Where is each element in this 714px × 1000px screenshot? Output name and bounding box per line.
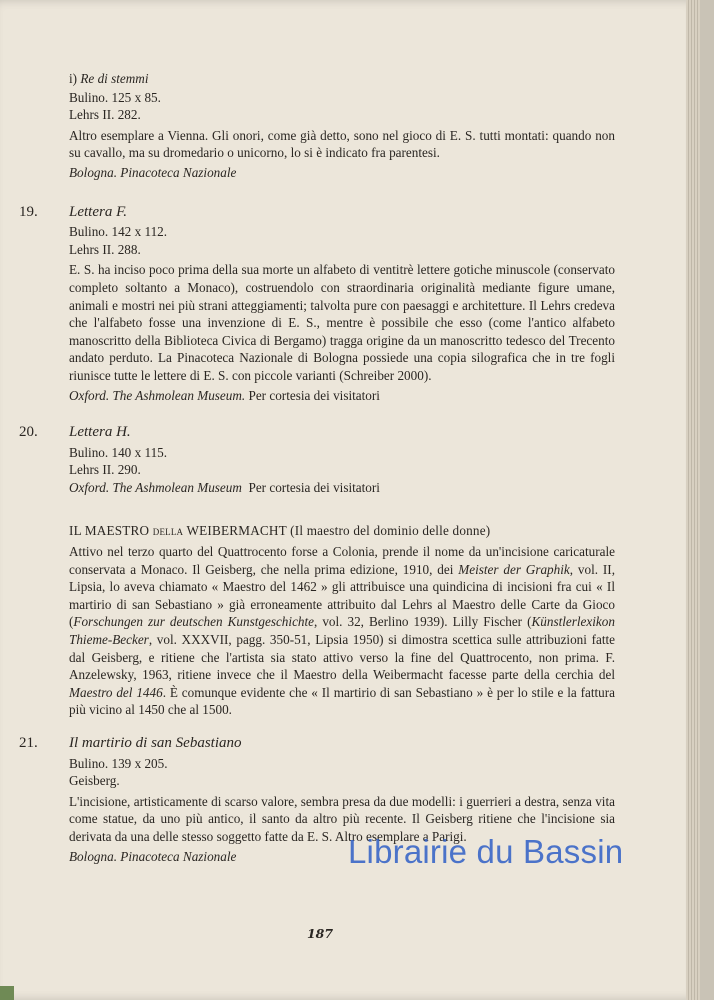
bio-text: , vol. 32, Berlino 1939). Lilly Fischer ( [314,614,532,630]
entry-i-heading [69,70,615,88]
entry-21-text: L'incisione, artisticamente di scarso valore, sembra presa da due modelli: i guerrieri a destra, senza vita come statue, da uno più antico, il santo da altro più recente. Il Geisberg ritiene che l'incisione sia derivata da una delle stesso soggetto fatte da E. S. Altro esemplare a Parigi. [69,793,615,844]
entry-20-courtesy: Per cortesia dei visitatori [248,479,380,495]
entry-21-title: Il martirio di san Sebastiano [69,735,242,751]
bio-citation: Künstlerlexikon Thieme-Becker [69,614,615,648]
artist-section [45,522,615,719]
entry-i-ref: Lehrs II. 282. [69,107,141,123]
entry-20-credit [69,479,615,497]
entry-19-credit [69,387,615,405]
entry-21-number: 21. [19,735,38,751]
bio-citation: Maestro del 1446 [69,684,163,700]
entry-19-ref: Lehrs II. 288. [69,241,141,257]
artist-heading-della: della [152,523,184,539]
entry-i-location: Bologna. Pinacoteca Nazionale [69,164,237,180]
bio-text: , vol. XXXVII, pagg. 350-51, Lipsia 1950) si dimostra scettica sulle attribuzioni fatte dal Geisberg, e ritiene che l'artista sia stato attivo verso la fine del Quattrocento, non prima. F. Anzelewsky, 1963, ritiene invece che il Maestro della Weibermacht facesse parte della cerchia del [69,632,615,683]
bio-citation: Forschungen zur deutschen Kunstgeschichte [73,614,315,630]
entry-i-text: Altro esemplare a Vienna. Gli onori, come già detto, sono nel gioco di E. S. tutti montati: quando non su cavallo, ma su dromedario o unicorno, lo si è indicato fra parentesi. [69,127,615,161]
entry-19-number: 19. [19,203,38,220]
watermark: Librairie du Bassin [348,833,624,870]
entry-i-title: Re di stemmi [80,71,149,86]
artist-heading-part: IL MAESTRO [69,523,153,539]
artist-biography [69,543,615,719]
entry-20-title: Lettera H. [69,424,131,441]
entry-21-ref: Geisberg. [69,773,120,789]
entry-20-location: Oxford. The Ashmolean Museum [69,479,242,495]
entry-i-technique: Bulino. 125 x 85. [69,89,161,105]
entry-i [45,70,615,182]
entry-19-technique: Bulino. 142 x 112. [69,224,168,240]
entry-19-location: Oxford. The Ashmolean Museum. [69,387,246,403]
entry-19-courtesy: Per cortesia dei visitatori [248,387,380,403]
artist-heading [69,522,615,540]
artist-heading-name: WEIBERMACHT [183,523,287,539]
cover-corner [0,986,14,1000]
entry-21-technique: Bulino. 139 x 205. [69,755,168,771]
entry-20-technique: Bulino. 140 x 115. [69,444,168,460]
page-edge [686,0,700,1000]
bio-text: , vol. II, Lipsia, lo aveva chiamato « Maestro del 1462 » gli attribuisce una quindicina di incisioni fra cui « Il martirio di san Sebastiano » già erroneamente attribuito dal Lehrs al Maestro delle Carte da Gioco ( [69,561,615,630]
bio-citation: Meister der Graphik [458,561,570,577]
entry-19-title: Lettera F. [69,203,128,220]
entry-i-label: i) [69,71,78,86]
page-content [19,70,615,879]
bio-text: Attivo nel terzo quarto del Quattrocento forse a Colonia, prende il nome da un'incisione caricaturale conservata a Monaco. Il Geisberg, che nella prima edizione, 1910, dei [69,544,615,577]
entry-20-number: 20. [19,424,38,441]
entry-20-ref: Lehrs II. 290. [69,462,141,478]
artist-heading-subtitle: (Il maestro del dominio delle donne) [286,523,491,539]
entry-19 [19,203,615,405]
bio-text: . È comunque evidente che « Il martirio di san Sebastiano » è per lo stile e la fattura più vicino al 1450 che al 1500. [69,684,615,718]
entry-19-text: E. S. ha inciso poco prima della sua morte un alfabeto di ventitrè lettere gotiche minuscole (conservato completo soltanto a Monaco), costruendolo con straordinaria originalità mediante figure umane, animali e mostri nei più strani atteggiamenti; talvolta pure con paesaggi e architetture. Il Lehrs credeva che l'alfabeto fosse una invenzione di E. S., mentre è possibile che esso (come l'antico alfabeto manoscritto della Biblioteca Civica di Bergamo) tragga origine da un manoscritto tedesco del Trecento andato perduto. La Pinacoteca Nazionale di Bologna possiede una copia silografica che in tre fogli riunisce tutte le lettere di E. S. con piccole varianti (Schreiber 2000). [69,262,615,383]
entry-21-location: Bologna. Pinacoteca Nazionale [69,848,237,864]
page-number: 187 [306,926,334,941]
entry-20 [19,424,615,496]
